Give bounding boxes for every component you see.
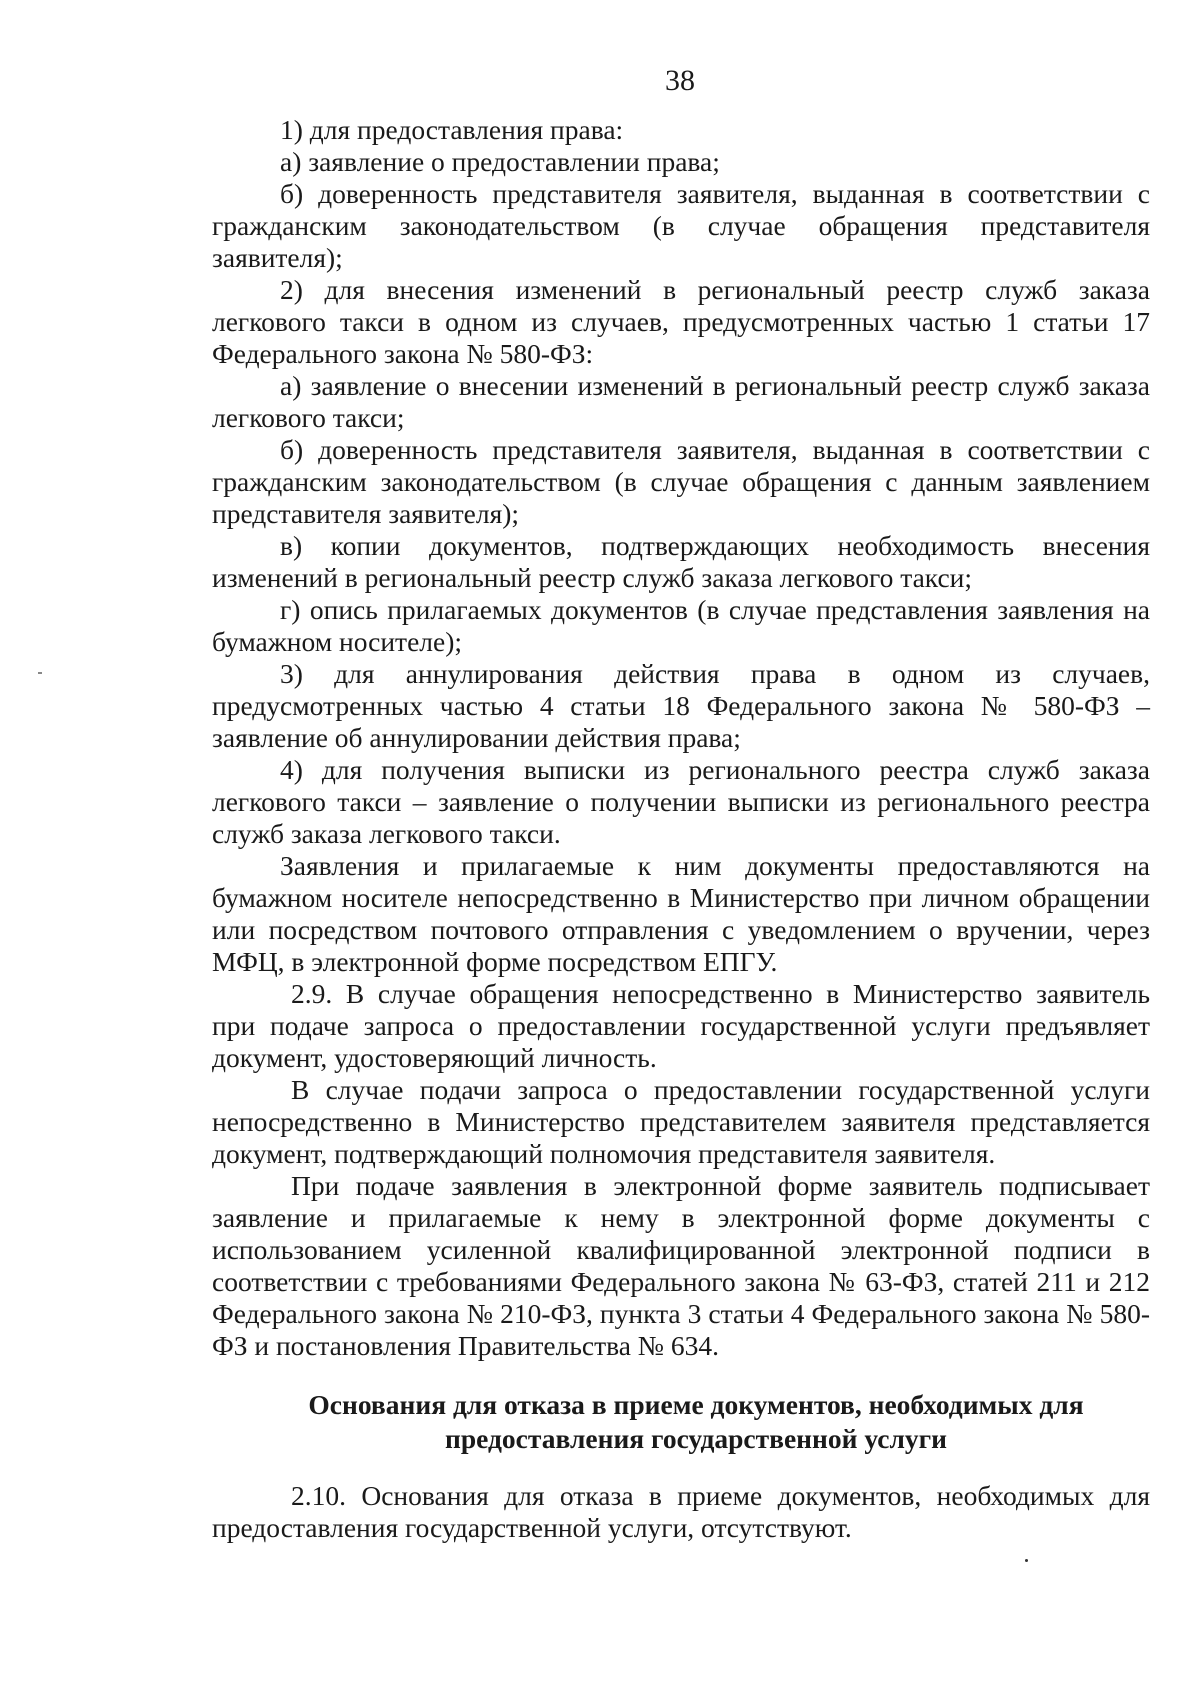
paragraph: а) заявление о внесении изменений в региональный реестр служб заказа легкового такси; (212, 370, 1150, 433)
paragraph: Заявления и прилагаемые к ним документы предоставляются на бумажном носителе непосредственно в Министерство при личном обращении или посредством почтового отправления с уведомлением о вручении, через МФЦ, в электронной форме посредством ЕПГУ. (212, 850, 1150, 977)
paragraph: В случае подачи запроса о предоставлении государственной услуги непосредственно в Министерство представителем заявителя представляется документ, подтверждающий полномочия представителя заявителя. (212, 1074, 1150, 1169)
section-heading-line: предоставления государственной услуги (445, 1423, 947, 1454)
paragraph: При подаче заявления в электронной форме заявитель подписывает заявление и прилагаемые к нему в электронной форме документы с использованием усиленной квалифицированной электронной подписи в соответствии с требованиями Федерального закона № 63-ФЗ, статей 211 и 212 Федерального закона № 210-ФЗ, пункта 3 статьи 4 Федерального закона № 580-ФЗ и постановления Правительства № 634. (212, 1170, 1150, 1361)
section-heading-line: Основания для отказа в приеме документов, необходимых для (308, 1389, 1084, 1420)
paragraph: в) копии документов, подтверждающих необходимость внесения изменений в региональный реестр служб заказа легкового такси; (212, 530, 1150, 593)
paragraph: 4) для получения выписки из регионального реестра служб заказа легкового такси – заявление о получении выписки из регионального реестра служб заказа легкового такси. (212, 754, 1150, 849)
paragraph: 1) для предоставления права: (280, 114, 624, 145)
paragraph: б) доверенность представителя заявителя, выданная в соответствии с гражданским законодательством (в случае обращения представителя заявителя); (212, 178, 1150, 273)
paragraph: 2.9. В случае обращения непосредственно в Министерство заявитель при подаче запроса о предоставлении государственной услуги предъявляет документ, удостоверяющий личность. (212, 978, 1150, 1073)
scan-mark (38, 672, 42, 674)
paragraph: а) заявление о предоставлении права; (280, 146, 720, 177)
paragraph: б) доверенность представителя заявителя, выданная в соответствии с гражданским законодательством (в случае обращения с данным заявлением представителя заявителя); (212, 434, 1150, 529)
document-body (212, 114, 1150, 1544)
paragraph: 2) для внесения изменений в региональный реестр служб заказа легкового такси в одном из случаев, предусмотренных частью 1 статьи 17 Федерального закона № 580-ФЗ: (212, 274, 1150, 369)
page-number: 38 (665, 64, 695, 97)
scan-dot (1025, 1559, 1028, 1562)
paragraph: 2.10. Основания для отказа в приеме документов, необходимых для предоставления государственной услуги, отсутствуют. (212, 1480, 1150, 1543)
paragraph: г) опись прилагаемых документов (в случае представления заявления на бумажном носителе); (212, 594, 1150, 657)
section-heading (212, 1388, 1150, 1456)
paragraph: 3) для аннулирования действия права в одном из случаев, предусмотренных частью 4 статьи 18 Федерального закона № 580-ФЗ – заявление об аннулировании действия права; (212, 658, 1150, 753)
